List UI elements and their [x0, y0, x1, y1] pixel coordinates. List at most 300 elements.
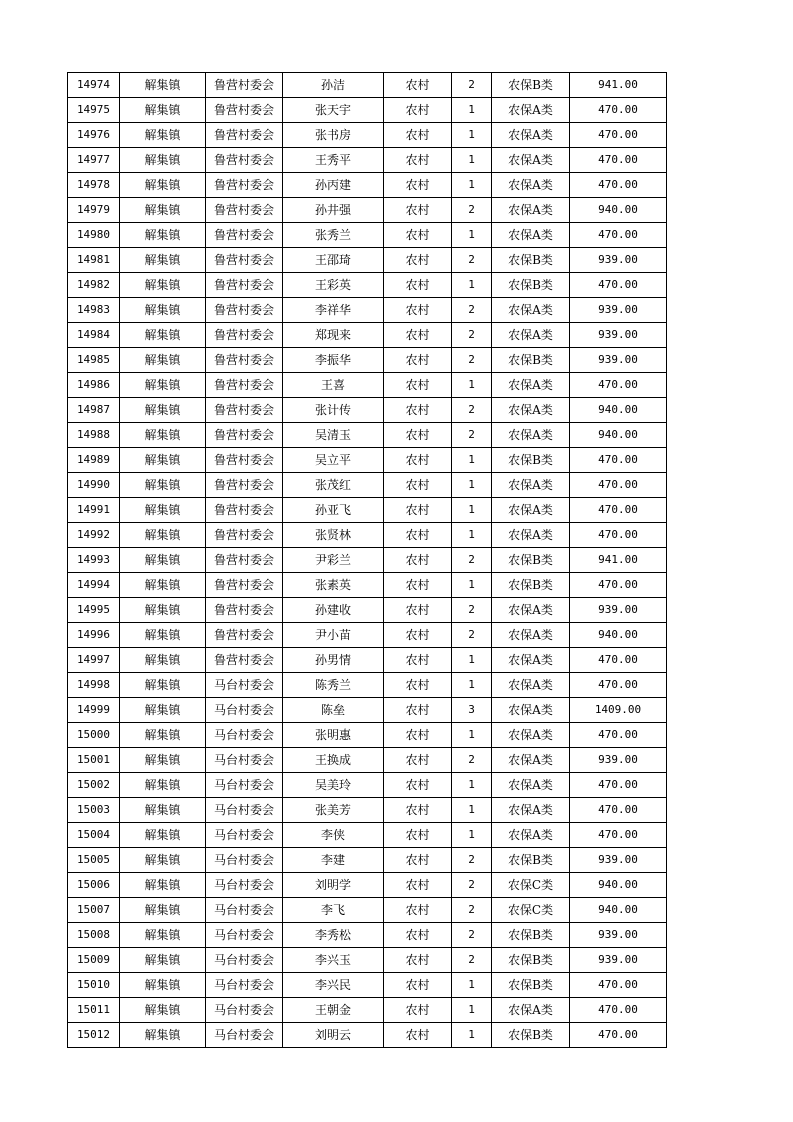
cell-town: 解集镇 — [120, 623, 206, 648]
cell-row-id: 14981 — [68, 248, 120, 273]
cell-amount: 939.00 — [570, 348, 667, 373]
cell-household-count: 1 — [452, 998, 492, 1023]
cell-row-id: 14983 — [68, 298, 120, 323]
cell-amount: 470.00 — [570, 98, 667, 123]
cell-town: 解集镇 — [120, 248, 206, 273]
cell-town: 解集镇 — [120, 73, 206, 98]
table-row — [68, 598, 667, 623]
cell-row-id: 14998 — [68, 673, 120, 698]
cell-area-type: 农村 — [384, 248, 452, 273]
cell-area-type: 农村 — [384, 1023, 452, 1048]
cell-person-name: 陈秀兰 — [283, 673, 384, 698]
cell-household-count: 1 — [452, 173, 492, 198]
cell-village-committee: 马台村委会 — [206, 723, 283, 748]
table-body — [68, 73, 667, 1048]
cell-insurance-category: 农保A类 — [492, 298, 570, 323]
cell-insurance-category: 农保B类 — [492, 273, 570, 298]
cell-amount: 939.00 — [570, 848, 667, 873]
cell-insurance-category: 农保B类 — [492, 1023, 570, 1048]
cell-town: 解集镇 — [120, 298, 206, 323]
table-row — [68, 98, 667, 123]
cell-row-id: 14984 — [68, 323, 120, 348]
cell-area-type: 农村 — [384, 398, 452, 423]
cell-town: 解集镇 — [120, 723, 206, 748]
cell-person-name: 张素英 — [283, 573, 384, 598]
cell-amount: 941.00 — [570, 548, 667, 573]
cell-amount: 470.00 — [570, 223, 667, 248]
cell-amount: 470.00 — [570, 1023, 667, 1048]
cell-household-count: 2 — [452, 548, 492, 573]
cell-row-id: 14974 — [68, 73, 120, 98]
cell-town: 解集镇 — [120, 523, 206, 548]
cell-row-id: 14985 — [68, 348, 120, 373]
table-row — [68, 198, 667, 223]
table-row — [68, 248, 667, 273]
cell-area-type: 农村 — [384, 123, 452, 148]
cell-village-committee: 马台村委会 — [206, 848, 283, 873]
cell-area-type: 农村 — [384, 73, 452, 98]
cell-household-count: 1 — [452, 373, 492, 398]
cell-person-name: 李振华 — [283, 348, 384, 373]
cell-area-type: 农村 — [384, 973, 452, 998]
cell-insurance-category: 农保A类 — [492, 198, 570, 223]
cell-row-id: 15012 — [68, 1023, 120, 1048]
cell-town: 解集镇 — [120, 923, 206, 948]
table-row — [68, 123, 667, 148]
cell-row-id: 14994 — [68, 573, 120, 598]
cell-household-count: 2 — [452, 623, 492, 648]
cell-person-name: 张明惠 — [283, 723, 384, 748]
cell-village-committee: 马台村委会 — [206, 748, 283, 773]
cell-insurance-category: 农保C类 — [492, 873, 570, 898]
cell-amount: 940.00 — [570, 873, 667, 898]
cell-amount: 470.00 — [570, 973, 667, 998]
cell-village-committee: 鲁营村委会 — [206, 573, 283, 598]
cell-row-id: 14991 — [68, 498, 120, 523]
cell-amount: 470.00 — [570, 273, 667, 298]
table-row — [68, 998, 667, 1023]
cell-amount: 470.00 — [570, 498, 667, 523]
cell-area-type: 农村 — [384, 273, 452, 298]
cell-village-committee: 鲁营村委会 — [206, 423, 283, 448]
cell-insurance-category: 农保A类 — [492, 373, 570, 398]
cell-person-name: 张书房 — [283, 123, 384, 148]
table-row — [68, 273, 667, 298]
cell-insurance-category: 农保A类 — [492, 98, 570, 123]
cell-town: 解集镇 — [120, 498, 206, 523]
cell-row-id: 15011 — [68, 998, 120, 1023]
cell-row-id: 15009 — [68, 948, 120, 973]
cell-insurance-category: 农保A类 — [492, 698, 570, 723]
cell-area-type: 农村 — [384, 873, 452, 898]
cell-amount: 470.00 — [570, 823, 667, 848]
table-row — [68, 898, 667, 923]
cell-village-committee: 马台村委会 — [206, 823, 283, 848]
cell-person-name: 郑现来 — [283, 323, 384, 348]
cell-insurance-category: 农保B类 — [492, 923, 570, 948]
cell-town: 解集镇 — [120, 598, 206, 623]
cell-household-count: 1 — [452, 673, 492, 698]
table-row — [68, 348, 667, 373]
table-row — [68, 473, 667, 498]
cell-area-type: 农村 — [384, 423, 452, 448]
cell-amount: 470.00 — [570, 673, 667, 698]
cell-insurance-category: 农保A类 — [492, 723, 570, 748]
cell-insurance-category: 农保B类 — [492, 73, 570, 98]
cell-village-committee: 鲁营村委会 — [206, 523, 283, 548]
table-row — [68, 523, 667, 548]
table-row — [68, 773, 667, 798]
cell-row-id: 15000 — [68, 723, 120, 748]
cell-village-committee: 鲁营村委会 — [206, 173, 283, 198]
cell-area-type: 农村 — [384, 598, 452, 623]
cell-village-committee: 鲁营村委会 — [206, 273, 283, 298]
cell-row-id: 14988 — [68, 423, 120, 448]
table-row — [68, 498, 667, 523]
cell-person-name: 李秀松 — [283, 923, 384, 948]
cell-town: 解集镇 — [120, 348, 206, 373]
cell-village-committee: 鲁营村委会 — [206, 623, 283, 648]
cell-area-type: 农村 — [384, 898, 452, 923]
cell-village-committee: 马台村委会 — [206, 873, 283, 898]
cell-person-name: 张秀兰 — [283, 223, 384, 248]
cell-amount: 939.00 — [570, 748, 667, 773]
cell-person-name: 张计传 — [283, 398, 384, 423]
cell-row-id: 14996 — [68, 623, 120, 648]
table-row — [68, 298, 667, 323]
cell-household-count: 1 — [452, 823, 492, 848]
cell-household-count: 2 — [452, 923, 492, 948]
cell-village-committee: 鲁营村委会 — [206, 298, 283, 323]
cell-amount: 940.00 — [570, 898, 667, 923]
cell-row-id: 15010 — [68, 973, 120, 998]
cell-area-type: 农村 — [384, 623, 452, 648]
cell-insurance-category: 农保C类 — [492, 898, 570, 923]
cell-person-name: 孙洁 — [283, 73, 384, 98]
table-row — [68, 923, 667, 948]
cell-household-count: 1 — [452, 473, 492, 498]
cell-insurance-category: 农保B类 — [492, 248, 570, 273]
cell-person-name: 吴立平 — [283, 448, 384, 473]
cell-town: 解集镇 — [120, 873, 206, 898]
cell-household-count: 1 — [452, 148, 492, 173]
cell-person-name: 吴美玲 — [283, 773, 384, 798]
cell-amount: 940.00 — [570, 623, 667, 648]
cell-amount: 470.00 — [570, 523, 667, 548]
cell-person-name: 王秀平 — [283, 148, 384, 173]
cell-person-name: 陈垒 — [283, 698, 384, 723]
cell-village-committee: 马台村委会 — [206, 698, 283, 723]
table-row — [68, 973, 667, 998]
cell-town: 解集镇 — [120, 273, 206, 298]
cell-person-name: 吴清玉 — [283, 423, 384, 448]
cell-insurance-category: 农保A类 — [492, 323, 570, 348]
cell-amount: 470.00 — [570, 573, 667, 598]
cell-town: 解集镇 — [120, 848, 206, 873]
cell-person-name: 王彩英 — [283, 273, 384, 298]
cell-household-count: 2 — [452, 198, 492, 223]
cell-village-committee: 马台村委会 — [206, 998, 283, 1023]
table-row — [68, 173, 667, 198]
cell-town: 解集镇 — [120, 448, 206, 473]
table-row — [68, 673, 667, 698]
cell-household-count: 2 — [452, 323, 492, 348]
cell-village-committee: 鲁营村委会 — [206, 348, 283, 373]
cell-household-count: 2 — [452, 423, 492, 448]
table-row — [68, 698, 667, 723]
cell-amount: 470.00 — [570, 723, 667, 748]
cell-area-type: 农村 — [384, 823, 452, 848]
cell-village-committee: 鲁营村委会 — [206, 323, 283, 348]
cell-row-id: 14990 — [68, 473, 120, 498]
cell-village-committee: 鲁营村委会 — [206, 248, 283, 273]
table-row — [68, 548, 667, 573]
cell-insurance-category: 农保A类 — [492, 748, 570, 773]
cell-amount: 941.00 — [570, 73, 667, 98]
cell-household-count: 2 — [452, 73, 492, 98]
table-row — [68, 748, 667, 773]
cell-area-type: 农村 — [384, 498, 452, 523]
table-row — [68, 648, 667, 673]
cell-town: 解集镇 — [120, 798, 206, 823]
table-row — [68, 723, 667, 748]
cell-row-id: 14992 — [68, 523, 120, 548]
cell-person-name: 孙亚飞 — [283, 498, 384, 523]
cell-row-id: 14980 — [68, 223, 120, 248]
cell-person-name: 孙丙建 — [283, 173, 384, 198]
cell-area-type: 农村 — [384, 698, 452, 723]
cell-village-committee: 鲁营村委会 — [206, 73, 283, 98]
cell-town: 解集镇 — [120, 423, 206, 448]
cell-row-id: 14975 — [68, 98, 120, 123]
cell-household-count: 1 — [452, 648, 492, 673]
cell-person-name: 尹彩兰 — [283, 548, 384, 573]
table-row — [68, 448, 667, 473]
cell-household-count: 2 — [452, 748, 492, 773]
cell-household-count: 2 — [452, 398, 492, 423]
table-row — [68, 848, 667, 873]
cell-amount: 939.00 — [570, 598, 667, 623]
cell-person-name: 孙井强 — [283, 198, 384, 223]
cell-row-id: 14999 — [68, 698, 120, 723]
cell-person-name: 张美芳 — [283, 798, 384, 823]
cell-person-name: 李建 — [283, 848, 384, 873]
cell-row-id: 14979 — [68, 198, 120, 223]
cell-household-count: 2 — [452, 848, 492, 873]
cell-area-type: 农村 — [384, 373, 452, 398]
cell-household-count: 2 — [452, 298, 492, 323]
cell-town: 解集镇 — [120, 473, 206, 498]
cell-amount: 470.00 — [570, 648, 667, 673]
cell-town: 解集镇 — [120, 223, 206, 248]
cell-amount: 470.00 — [570, 123, 667, 148]
cell-insurance-category: 农保A类 — [492, 173, 570, 198]
cell-town: 解集镇 — [120, 748, 206, 773]
cell-village-committee: 鲁营村委会 — [206, 148, 283, 173]
cell-area-type: 农村 — [384, 548, 452, 573]
cell-row-id: 15002 — [68, 773, 120, 798]
cell-amount: 939.00 — [570, 323, 667, 348]
cell-town: 解集镇 — [120, 398, 206, 423]
cell-amount: 470.00 — [570, 148, 667, 173]
cell-amount: 939.00 — [570, 248, 667, 273]
table-row — [68, 623, 667, 648]
cell-village-committee: 马台村委会 — [206, 673, 283, 698]
cell-insurance-category: 农保A类 — [492, 598, 570, 623]
cell-person-name: 孙建收 — [283, 598, 384, 623]
cell-town: 解集镇 — [120, 698, 206, 723]
cell-person-name: 李兴民 — [283, 973, 384, 998]
cell-insurance-category: 农保A类 — [492, 523, 570, 548]
cell-town: 解集镇 — [120, 673, 206, 698]
cell-household-count: 2 — [452, 873, 492, 898]
cell-row-id: 14978 — [68, 173, 120, 198]
table-row — [68, 223, 667, 248]
cell-area-type: 农村 — [384, 798, 452, 823]
cell-insurance-category: 农保A类 — [492, 148, 570, 173]
cell-village-committee: 鲁营村委会 — [206, 648, 283, 673]
cell-amount: 470.00 — [570, 998, 667, 1023]
cell-town: 解集镇 — [120, 1023, 206, 1048]
cell-town: 解集镇 — [120, 973, 206, 998]
cell-person-name: 张天宇 — [283, 98, 384, 123]
cell-row-id: 14987 — [68, 398, 120, 423]
cell-row-id: 14995 — [68, 598, 120, 623]
cell-area-type: 农村 — [384, 923, 452, 948]
cell-insurance-category: 农保A类 — [492, 823, 570, 848]
cell-area-type: 农村 — [384, 473, 452, 498]
cell-household-count: 2 — [452, 598, 492, 623]
cell-row-id: 15008 — [68, 923, 120, 948]
cell-person-name: 刘明学 — [283, 873, 384, 898]
cell-household-count: 2 — [452, 348, 492, 373]
table-row — [68, 798, 667, 823]
cell-town: 解集镇 — [120, 998, 206, 1023]
cell-household-count: 2 — [452, 248, 492, 273]
cell-household-count: 2 — [452, 948, 492, 973]
cell-town: 解集镇 — [120, 898, 206, 923]
cell-person-name: 王邵琦 — [283, 248, 384, 273]
cell-village-committee: 马台村委会 — [206, 1023, 283, 1048]
cell-amount: 939.00 — [570, 923, 667, 948]
cell-area-type: 农村 — [384, 848, 452, 873]
cell-row-id: 15004 — [68, 823, 120, 848]
cell-household-count: 1 — [452, 273, 492, 298]
cell-village-committee: 马台村委会 — [206, 923, 283, 948]
cell-area-type: 农村 — [384, 998, 452, 1023]
cell-town: 解集镇 — [120, 148, 206, 173]
table-row — [68, 73, 667, 98]
cell-household-count: 1 — [452, 498, 492, 523]
cell-village-committee: 鲁营村委会 — [206, 548, 283, 573]
table-row — [68, 1023, 667, 1048]
cell-village-committee: 鲁营村委会 — [206, 373, 283, 398]
cell-village-committee: 鲁营村委会 — [206, 473, 283, 498]
cell-row-id: 14986 — [68, 373, 120, 398]
cell-area-type: 农村 — [384, 323, 452, 348]
cell-person-name: 张茂红 — [283, 473, 384, 498]
cell-village-committee: 鲁营村委会 — [206, 123, 283, 148]
cell-household-count: 1 — [452, 98, 492, 123]
table-row — [68, 323, 667, 348]
cell-area-type: 农村 — [384, 223, 452, 248]
cell-insurance-category: 农保A类 — [492, 673, 570, 698]
cell-town: 解集镇 — [120, 123, 206, 148]
cell-household-count: 1 — [452, 1023, 492, 1048]
table-row — [68, 373, 667, 398]
cell-amount: 470.00 — [570, 448, 667, 473]
cell-village-committee: 鲁营村委会 — [206, 198, 283, 223]
cell-town: 解集镇 — [120, 948, 206, 973]
cell-household-count: 1 — [452, 973, 492, 998]
cell-row-id: 14982 — [68, 273, 120, 298]
cell-insurance-category: 农保B类 — [492, 973, 570, 998]
cell-amount: 940.00 — [570, 398, 667, 423]
cell-household-count: 1 — [452, 123, 492, 148]
cell-town: 解集镇 — [120, 648, 206, 673]
cell-town: 解集镇 — [120, 773, 206, 798]
cell-row-id: 14993 — [68, 548, 120, 573]
cell-village-committee: 马台村委会 — [206, 898, 283, 923]
cell-person-name: 孙男情 — [283, 648, 384, 673]
cell-person-name: 王换成 — [283, 748, 384, 773]
cell-amount: 470.00 — [570, 773, 667, 798]
cell-area-type: 农村 — [384, 523, 452, 548]
cell-town: 解集镇 — [120, 823, 206, 848]
cell-person-name: 王喜 — [283, 373, 384, 398]
cell-area-type: 农村 — [384, 648, 452, 673]
cell-insurance-category: 农保A类 — [492, 223, 570, 248]
cell-household-count: 1 — [452, 223, 492, 248]
cell-amount: 939.00 — [570, 948, 667, 973]
cell-insurance-category: 农保A类 — [492, 773, 570, 798]
cell-person-name: 李祥华 — [283, 298, 384, 323]
cell-amount: 470.00 — [570, 373, 667, 398]
cell-insurance-category: 农保A类 — [492, 498, 570, 523]
cell-village-committee: 鲁营村委会 — [206, 98, 283, 123]
cell-village-committee: 鲁营村委会 — [206, 498, 283, 523]
cell-insurance-category: 农保B类 — [492, 948, 570, 973]
cell-amount: 939.00 — [570, 298, 667, 323]
cell-area-type: 农村 — [384, 348, 452, 373]
table-row — [68, 148, 667, 173]
cell-village-committee: 马台村委会 — [206, 948, 283, 973]
cell-insurance-category: 农保A类 — [492, 123, 570, 148]
table-row — [68, 398, 667, 423]
cell-town: 解集镇 — [120, 173, 206, 198]
cell-town: 解集镇 — [120, 573, 206, 598]
cell-amount: 470.00 — [570, 473, 667, 498]
cell-area-type: 农村 — [384, 448, 452, 473]
cell-person-name: 李飞 — [283, 898, 384, 923]
cell-village-committee: 马台村委会 — [206, 773, 283, 798]
cell-insurance-category: 农保A类 — [492, 998, 570, 1023]
cell-household-count: 1 — [452, 798, 492, 823]
cell-area-type: 农村 — [384, 748, 452, 773]
cell-town: 解集镇 — [120, 323, 206, 348]
cell-insurance-category: 农保A类 — [492, 648, 570, 673]
cell-insurance-category: 农保A类 — [492, 473, 570, 498]
cell-household-count: 1 — [452, 723, 492, 748]
cell-area-type: 农村 — [384, 573, 452, 598]
cell-insurance-category: 农保A类 — [492, 798, 570, 823]
cell-amount: 940.00 — [570, 423, 667, 448]
cell-person-name: 张贤林 — [283, 523, 384, 548]
cell-amount: 470.00 — [570, 798, 667, 823]
cell-household-count: 2 — [452, 898, 492, 923]
cell-insurance-category: 农保B类 — [492, 548, 570, 573]
cell-area-type: 农村 — [384, 948, 452, 973]
